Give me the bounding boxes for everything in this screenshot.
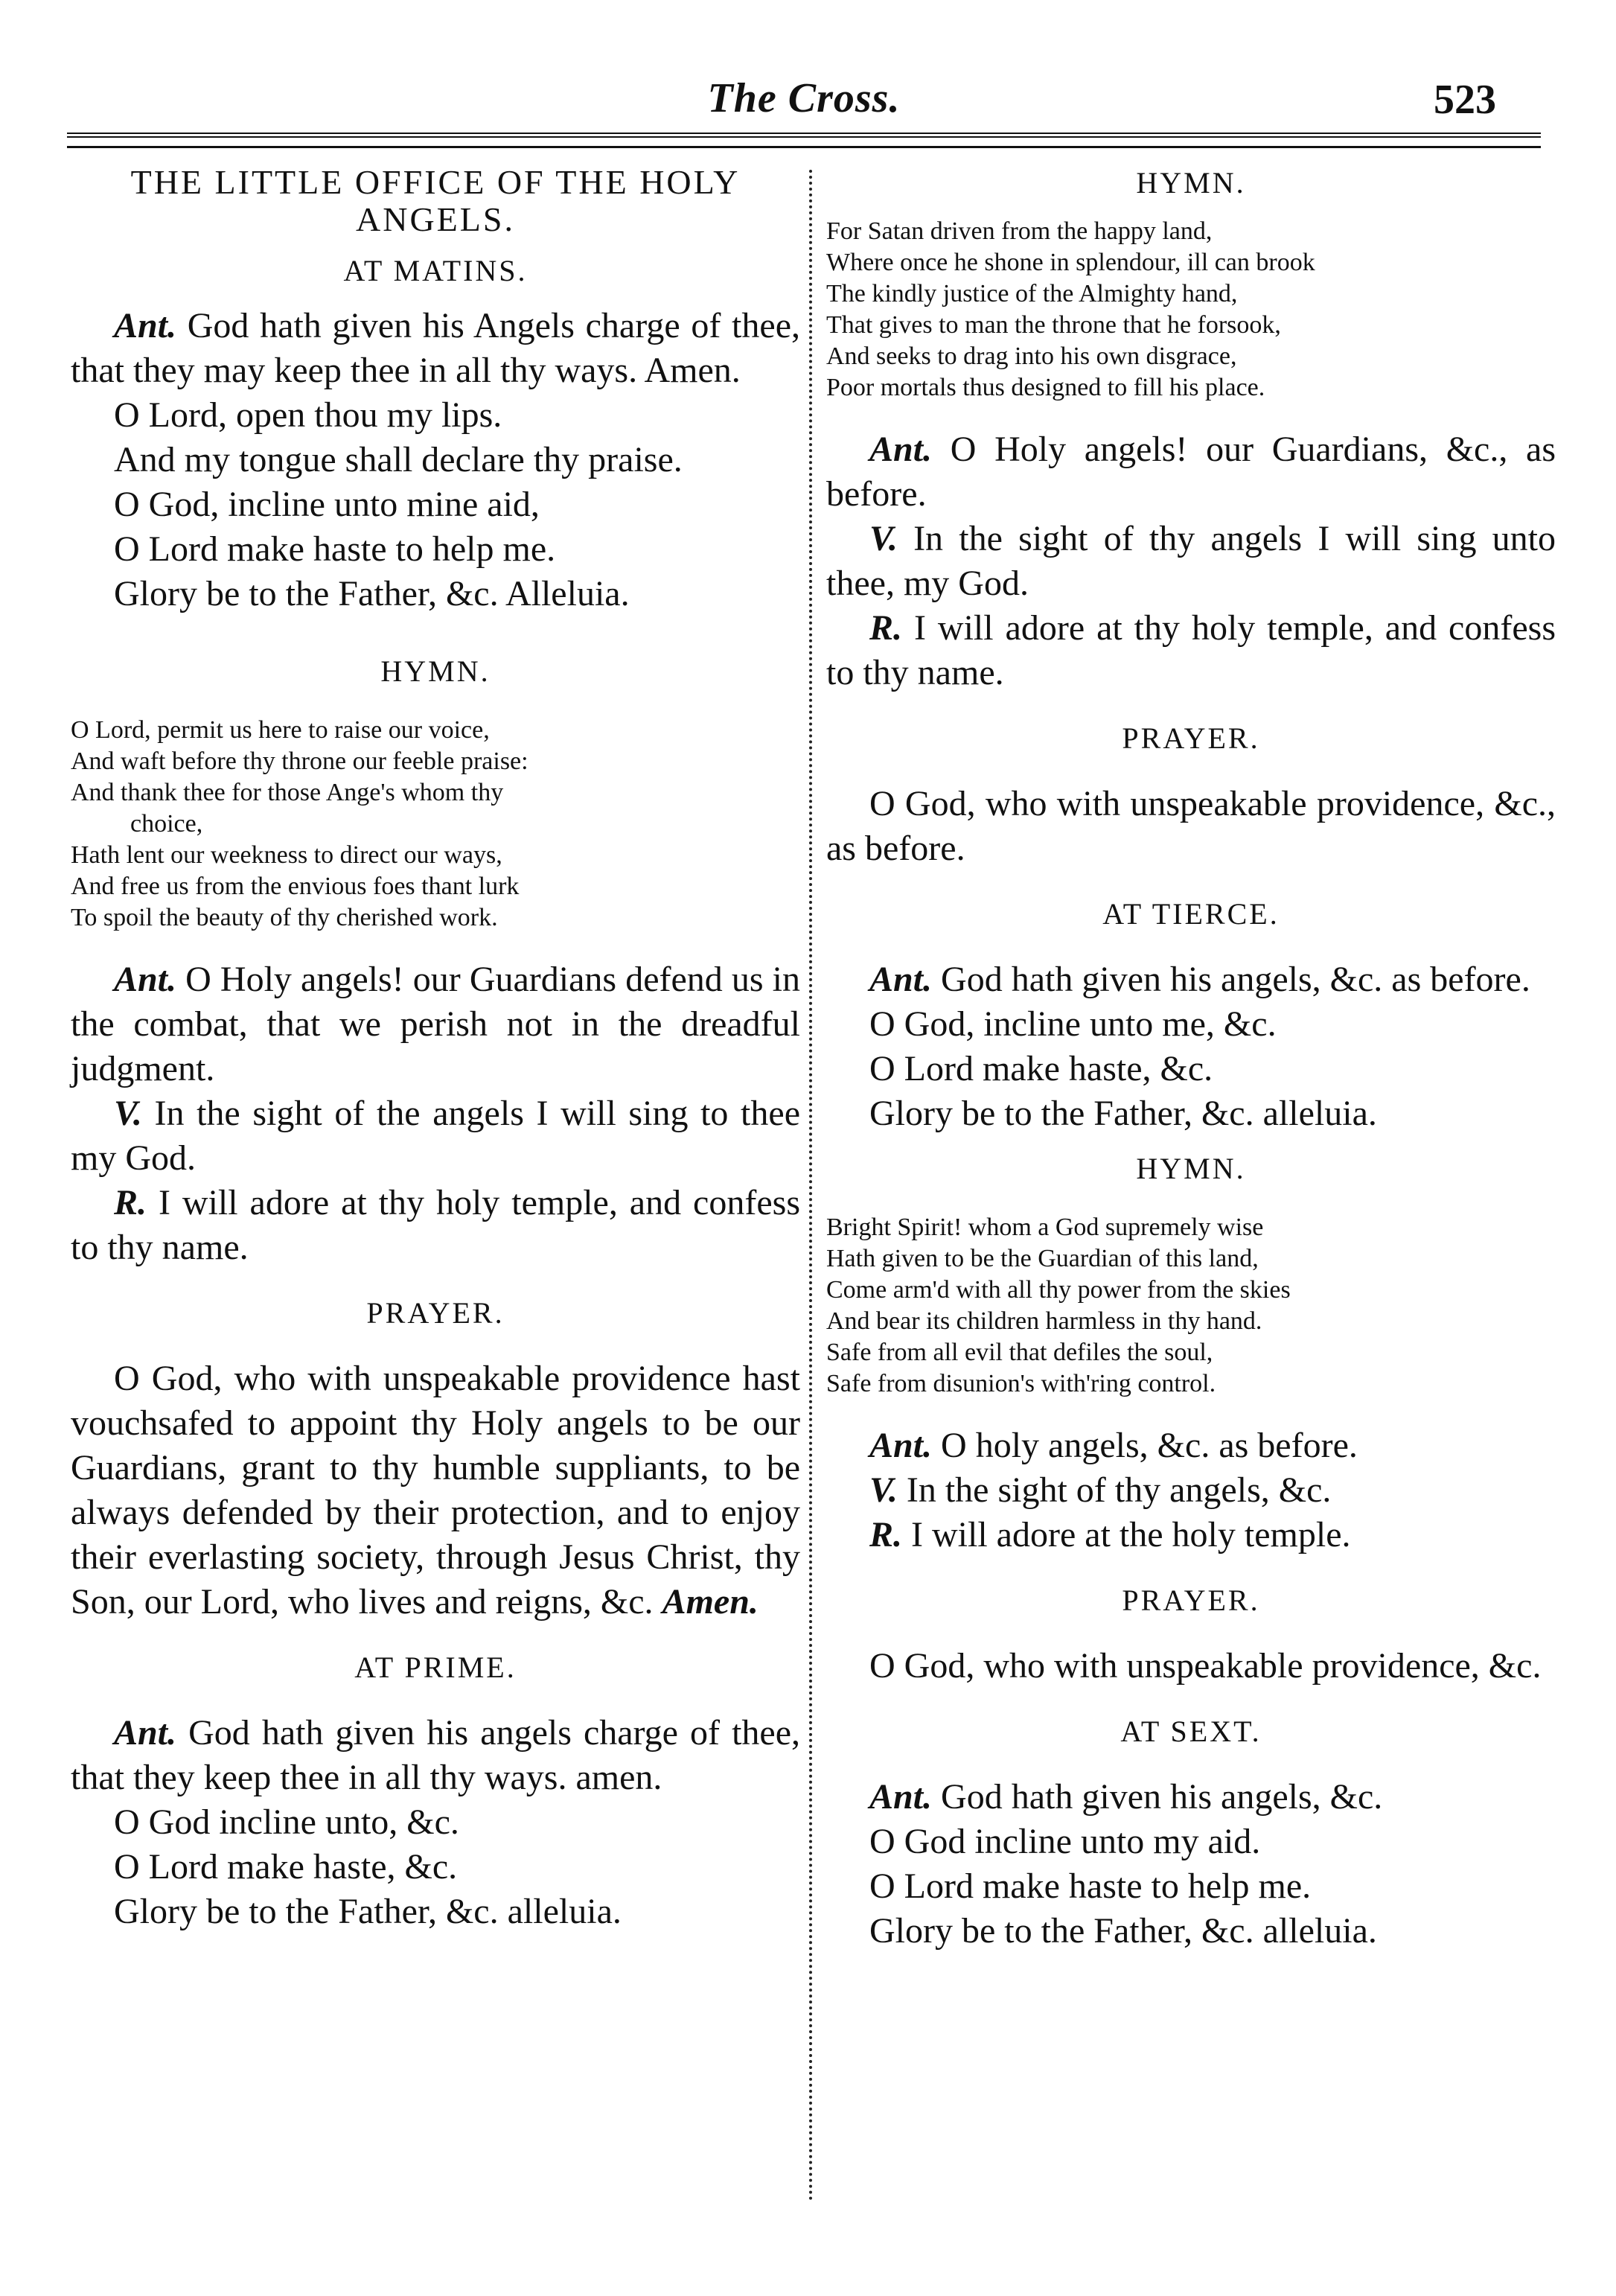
hymn-heading: HYMN. bbox=[380, 654, 491, 688]
matins-antiphon bbox=[71, 304, 800, 393]
prime-line: O Lord make haste, &c. bbox=[114, 1847, 458, 1887]
antiphon-short bbox=[826, 1423, 1556, 1468]
sext-heading: AT SEXT. bbox=[1120, 1715, 1262, 1748]
response-text: I will adore at thy holy temple, and confess to thy name. bbox=[71, 1183, 801, 1267]
antiphon-label: Ant. bbox=[114, 306, 177, 345]
antiphon-label: Ant. bbox=[114, 960, 177, 999]
response bbox=[826, 606, 1556, 695]
matins-heading: AT MATINS. bbox=[343, 254, 528, 287]
versicle-text: In the sight of thy angels, &c. bbox=[906, 1470, 1332, 1510]
hymn-heading: HYMN. bbox=[1136, 166, 1246, 200]
prime-heading: AT PRIME. bbox=[354, 1651, 517, 1684]
matins-line: And my tongue shall declare thy praise. bbox=[114, 440, 683, 479]
hymn-verse bbox=[826, 216, 1556, 404]
tierce-heading: AT TIERCE. bbox=[1102, 897, 1280, 931]
response-label: R. bbox=[114, 1183, 147, 1222]
hymn-line: Hath lent our weekness to direct our ways, bbox=[71, 841, 502, 869]
prayer-text bbox=[71, 1356, 800, 1624]
running-title: The Cross. bbox=[707, 75, 901, 121]
left-column bbox=[71, 164, 800, 1934]
hymn-line: And bear its children harmless in thy hand. bbox=[826, 1307, 1262, 1335]
hymn-verse bbox=[71, 715, 800, 934]
antiphon-text: O Holy angels! our Guardians defend us in the combat, that we perish not in the dreadful judgment. bbox=[71, 960, 801, 1088]
tierce-antiphon bbox=[826, 957, 1556, 1002]
hymn-line: choice, bbox=[130, 810, 203, 838]
column-divider bbox=[809, 170, 812, 2202]
hymn-verse bbox=[826, 1212, 1556, 1400]
antiphon-text: O holy angels, &c. as before. bbox=[941, 1426, 1358, 1465]
hymn-line: To spoil the beauty of thy cherished work. bbox=[71, 904, 498, 931]
antiphon-text: God hath given his angels charge of thee, that they keep thee in all thy ways. amen. bbox=[71, 1713, 801, 1797]
versicle-label: V. bbox=[869, 1470, 898, 1510]
versicle-text: In the sight of the angels I will sing to thee my God. bbox=[71, 1094, 800, 1178]
running-header bbox=[67, 74, 1541, 134]
matins-line: O Lord, open thou my lips. bbox=[114, 395, 502, 435]
hymn-line: Poor mortals thus designed to fill his place. bbox=[826, 374, 1265, 401]
antiphon-label: Ant. bbox=[869, 1426, 933, 1465]
matins-line: O God, incline unto mine aid, bbox=[114, 485, 540, 524]
response-label: R. bbox=[869, 1515, 903, 1554]
matins-line: Glory be to the Father, &c. Alleluia. bbox=[114, 574, 630, 613]
hymn-heading: HYMN. bbox=[1136, 1152, 1246, 1185]
antiphon-label: Ant. bbox=[869, 430, 933, 469]
response-label: R. bbox=[869, 608, 903, 648]
prayer-heading: PRAYER. bbox=[1122, 721, 1260, 755]
hymn-line: Come arm'd with all thy power from the skies bbox=[826, 1276, 1291, 1304]
sext-antiphon bbox=[826, 1775, 1556, 1820]
versicle-text: In the sight of thy angels I will sing unto thee, my God. bbox=[826, 519, 1556, 603]
hymn-line: Safe from disunion's with'ring control. bbox=[826, 1370, 1216, 1397]
versicle bbox=[826, 517, 1556, 606]
prime-antiphon bbox=[71, 1711, 800, 1800]
hymn-line: Safe from all evil that defiles the soul, bbox=[826, 1339, 1213, 1366]
header-rule bbox=[67, 133, 1541, 138]
response-text: I will adore at thy holy temple, and confess to thy name. bbox=[826, 608, 1556, 692]
tierce-line: O God, incline unto me, &c. bbox=[869, 1004, 1277, 1044]
hymn-line: And waft before thy throne our feeble praise: bbox=[71, 747, 528, 775]
antiphon-label: Ant. bbox=[869, 1777, 933, 1817]
prime-line: O God incline unto, &c. bbox=[114, 1802, 459, 1842]
antiphon-label: Ant. bbox=[869, 960, 933, 999]
versicle bbox=[71, 1091, 800, 1181]
prayer-body: O God, who with unspeakable providence hast vouchsafed to appoint thy Holy angels to be our Guardians, grant to thy humble suppliants, to be always defended by their protection, and to enjoy their everlasting society, through Jesus Christ, thy Son, our Lord, who lives and reigns, &c. bbox=[71, 1359, 800, 1621]
response-text: I will adore at the holy temple. bbox=[911, 1515, 1351, 1554]
versicle bbox=[826, 1468, 1556, 1513]
sext-line: O God incline unto my aid. bbox=[869, 1822, 1261, 1861]
hymn-line: The kindly justice of the Almighty hand, bbox=[826, 280, 1238, 307]
prayer-heading: PRAYER. bbox=[1122, 1584, 1260, 1617]
header-rule-thin bbox=[67, 146, 1541, 148]
antiphon-text: God hath given his angels, &c. bbox=[941, 1777, 1383, 1817]
hymn-line: And free us from the envious foes thant lurk bbox=[71, 873, 520, 900]
sext-line: Glory be to the Father, &c. alleluia. bbox=[869, 1911, 1377, 1951]
prime-line: Glory be to the Father, &c. alleluia. bbox=[114, 1892, 622, 1931]
office-title-line1: THE LITTLE OFFICE OF THE HOLY bbox=[130, 163, 741, 201]
versicle-label: V. bbox=[114, 1094, 142, 1133]
prayer-text: O God, who with unspeakable providence, &c. bbox=[869, 1646, 1542, 1686]
antiphon-text: God hath given his Angels charge of thee, that they may keep thee in all thy ways. Amen. bbox=[71, 306, 800, 390]
hymn-line: For Satan driven from the happy land, bbox=[826, 217, 1213, 245]
page-number: 523 bbox=[1434, 77, 1496, 123]
hymn-line: O Lord, permit us here to raise our voice, bbox=[71, 716, 490, 744]
hymn-line: And thank thee for those Ange's whom thy bbox=[71, 779, 504, 806]
hymn-line: Hath given to be the Guardian of this land, bbox=[826, 1245, 1259, 1272]
amen: Amen. bbox=[662, 1582, 759, 1621]
hymn-line: Where once he shone in splendour, ill can brook bbox=[826, 249, 1315, 276]
office-title-line2: ANGELS. bbox=[356, 200, 515, 238]
tierce-line: Glory be to the Father, &c. alleluia. bbox=[869, 1094, 1377, 1133]
tierce-line: O Lord make haste, &c. bbox=[869, 1049, 1213, 1088]
antiphon-guardians bbox=[826, 427, 1556, 517]
response bbox=[71, 1181, 800, 1270]
prayer-heading: PRAYER. bbox=[366, 1296, 505, 1330]
hymn-line: And seeks to drag into his own disgrace, bbox=[826, 342, 1237, 370]
prayer-text: O God, who with unspeakable providence, &c., as before. bbox=[826, 784, 1556, 868]
matins-line: O Lord make haste to help me. bbox=[114, 529, 556, 569]
antiphon-guardians bbox=[71, 957, 800, 1091]
response bbox=[826, 1513, 1556, 1557]
hymn-line: Bright Spirit! whom a God supremely wise bbox=[826, 1214, 1264, 1241]
sext-line: O Lord make haste to help me. bbox=[869, 1866, 1312, 1906]
versicle-label: V. bbox=[869, 519, 898, 558]
hymn-line: That gives to man the throne that he forsook, bbox=[826, 311, 1281, 339]
antiphon-label: Ant. bbox=[114, 1713, 177, 1753]
antiphon-text: O Holy angels! our Guardians, &c., as before. bbox=[826, 430, 1556, 514]
right-column bbox=[826, 164, 1556, 1954]
antiphon-text: God hath given his angels, &c. as before. bbox=[941, 960, 1530, 999]
